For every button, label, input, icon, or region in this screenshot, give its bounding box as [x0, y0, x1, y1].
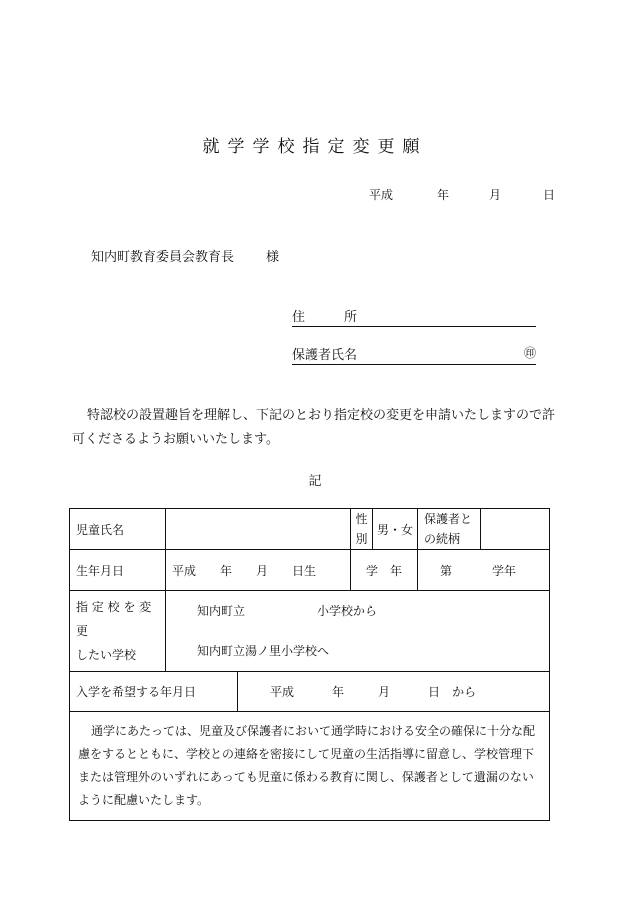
addressee-name: 知内町教育委員会教育長 — [91, 250, 235, 265]
relation-cell[interactable] — [481, 509, 550, 550]
address-field[interactable] — [292, 306, 536, 327]
target-school-label-line2: したい学校 — [76, 648, 137, 662]
entry-year-unit: 年 — [332, 685, 345, 699]
grade-label: 学 年 — [351, 550, 418, 591]
sex-label — [351, 509, 373, 550]
from-school-prefix: 知内町立 — [197, 604, 246, 618]
relation-label-line1: 保護者と — [424, 512, 473, 526]
grade-unit: 学年 — [492, 563, 517, 578]
sex-options[interactable]: 男・女 — [373, 509, 418, 550]
addressee-honorific: 様 — [266, 250, 280, 265]
child-name-cell[interactable] — [166, 509, 351, 550]
birth-year-unit: 年 — [220, 563, 233, 578]
birth-label: 生年月日 — [70, 550, 166, 591]
entry-era: 平成 — [270, 685, 295, 699]
entry-day-unit: 日 — [428, 685, 441, 699]
school-change-cell[interactable] — [166, 591, 550, 672]
grade-dai: 第 — [440, 563, 453, 578]
guardian-name-label: 保護者氏名 — [292, 348, 358, 363]
application-table — [69, 508, 550, 821]
ki-heading: 記 — [308, 474, 322, 489]
target-school-label-line1: 指 定 校 を 変 更 — [76, 600, 152, 638]
entry-from: から — [452, 685, 477, 699]
child-name-label: 児童氏名 — [70, 509, 166, 550]
from-school-line — [197, 591, 543, 631]
seal-mark: ㊞ — [523, 346, 536, 360]
birth-day-unit: 日生 — [292, 563, 317, 578]
date-day-unit: 日 — [543, 188, 556, 202]
relation-label-line2: の続柄 — [424, 532, 461, 546]
birth-month-unit: 月 — [256, 563, 269, 578]
to-school: 知内町立湯ノ里小学校へ — [197, 644, 330, 658]
address-label: 住 所 — [292, 310, 358, 325]
target-school-label — [70, 591, 166, 672]
guardian-name-field[interactable] — [292, 344, 536, 365]
entry-date-cell[interactable] — [238, 672, 550, 712]
relation-label — [418, 509, 481, 550]
sex-label-line1: 性 — [355, 512, 368, 526]
birth-date-cell[interactable] — [166, 550, 351, 591]
grade-cell[interactable] — [418, 550, 550, 591]
entry-month-unit: 月 — [378, 685, 391, 699]
birth-era: 平成 — [172, 563, 197, 578]
sex-label-line2: 別 — [355, 532, 368, 546]
from-school-suffix: 小学校から — [317, 604, 378, 618]
date-era: 平成 — [369, 188, 394, 202]
document-title: 就学学校指定変更願 — [202, 137, 428, 157]
date-year-unit: 年 — [437, 188, 450, 202]
entry-date-label: 入学を希望する年月日 — [70, 672, 238, 712]
date-month-unit: 月 — [489, 188, 502, 202]
pledge-note: 通学にあたっては、児童及び保護者において通学時における安全の確保に十分な配慮をするとともに、学校との連絡を密接にして児童の生活指導に留意し、学校管理下または管理外のいずれにあっても児童に係わる教育に関し、保護者として遺漏のないように配慮いたします。 — [70, 712, 550, 821]
request-paragraph: 特認校の設置趣旨を理解し、下記のとおり指定校の変更を申請いたしますので許可くださるようお願いいたします。 — [72, 408, 556, 447]
